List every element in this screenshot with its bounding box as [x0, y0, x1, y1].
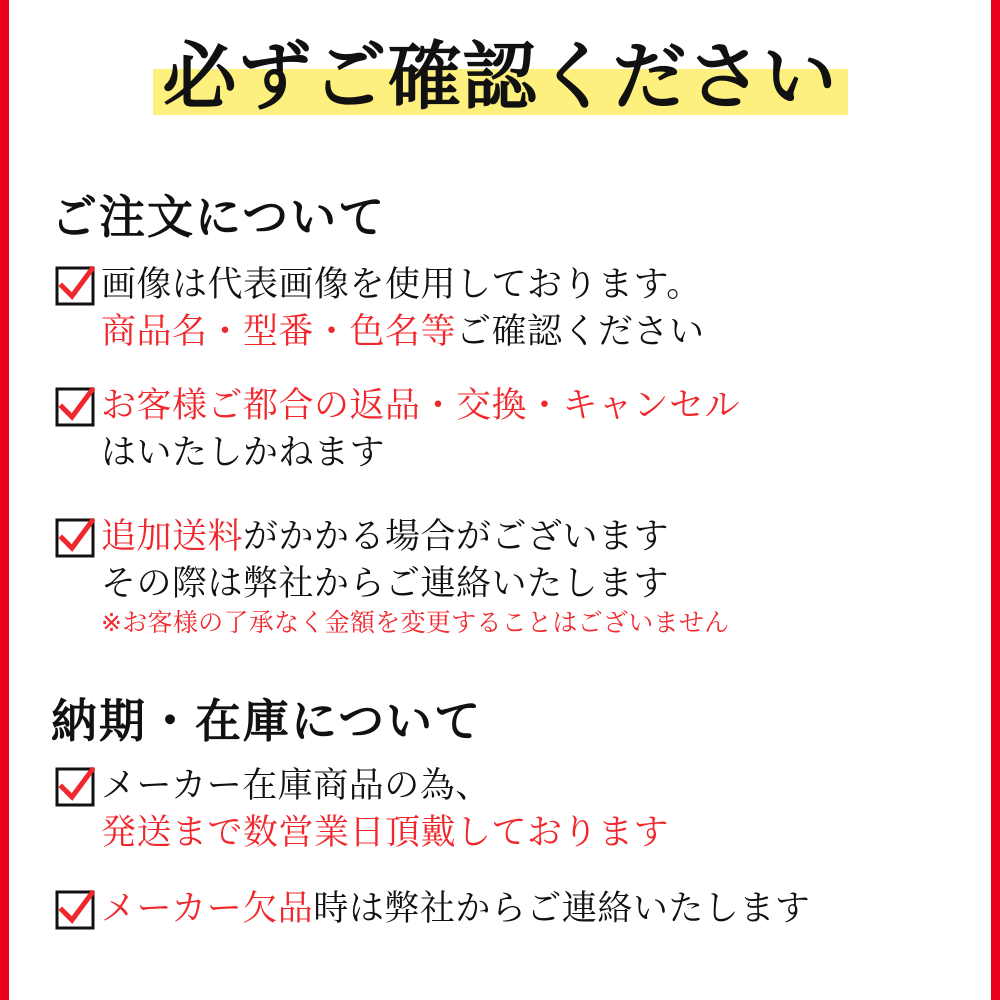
notice-content — [9, 0, 991, 1000]
checkbox-checked-icon — [55, 890, 95, 930]
list-item-line-1: 画像は代表画像を使用しております。 — [101, 265, 702, 305]
list-item-row — [55, 383, 975, 430]
list-item-line-1-rest: がかかる場合がございます — [243, 517, 670, 557]
list-item — [55, 886, 975, 933]
list-item-line-1-emphasis: 追加送料 — [101, 517, 244, 557]
list-item-row — [55, 886, 975, 933]
list-item-line-2-rest: ご確認ください — [456, 311, 705, 352]
list-item-note: ※お客様の了承なく金額を変更することはございません — [101, 608, 730, 638]
section-heading-orders: ご注文について — [51, 190, 387, 244]
list-item-line-1 — [101, 514, 669, 561]
list-item — [55, 514, 975, 640]
list-item — [55, 763, 975, 856]
list-item-line-1: メーカー在庫商品の為、 — [101, 766, 491, 806]
page-title — [153, 34, 848, 121]
list-item-row — [55, 262, 975, 309]
page-title-text: 必ずご確認ください — [162, 34, 838, 120]
checkbox-checked-icon — [55, 266, 95, 306]
list-item-row — [55, 514, 975, 561]
page-title-wrapper — [9, 34, 991, 121]
list-item-line-2: その際は弊社からご連絡いたします — [101, 563, 670, 604]
checkbox-checked-icon — [55, 387, 95, 427]
list-item-line-1-emphasis: メーカー欠品 — [101, 889, 314, 929]
list-item-line-1: お客様ご都合の返品・交換・キャンセル — [101, 386, 741, 426]
checkbox-checked-icon — [55, 767, 95, 807]
list-item — [55, 383, 975, 476]
list-item-line-2: はいたしかねます — [101, 432, 386, 473]
section-heading-delivery-stock: 納期・在庫について — [51, 694, 483, 748]
list-item-line-2 — [55, 309, 975, 356]
list-item-line-2-emphasis: 商品名・型番・色名等 — [101, 311, 457, 352]
checkbox-checked-icon — [55, 518, 95, 558]
list-item-line-2: 発送まで数営業日頂戴しております — [101, 812, 670, 853]
list-item-line-1-rest: 時は弊社からご連絡いたします — [313, 889, 811, 929]
list-item-row — [55, 763, 975, 810]
list-item — [55, 262, 975, 355]
list-item-line-1 — [101, 886, 810, 933]
